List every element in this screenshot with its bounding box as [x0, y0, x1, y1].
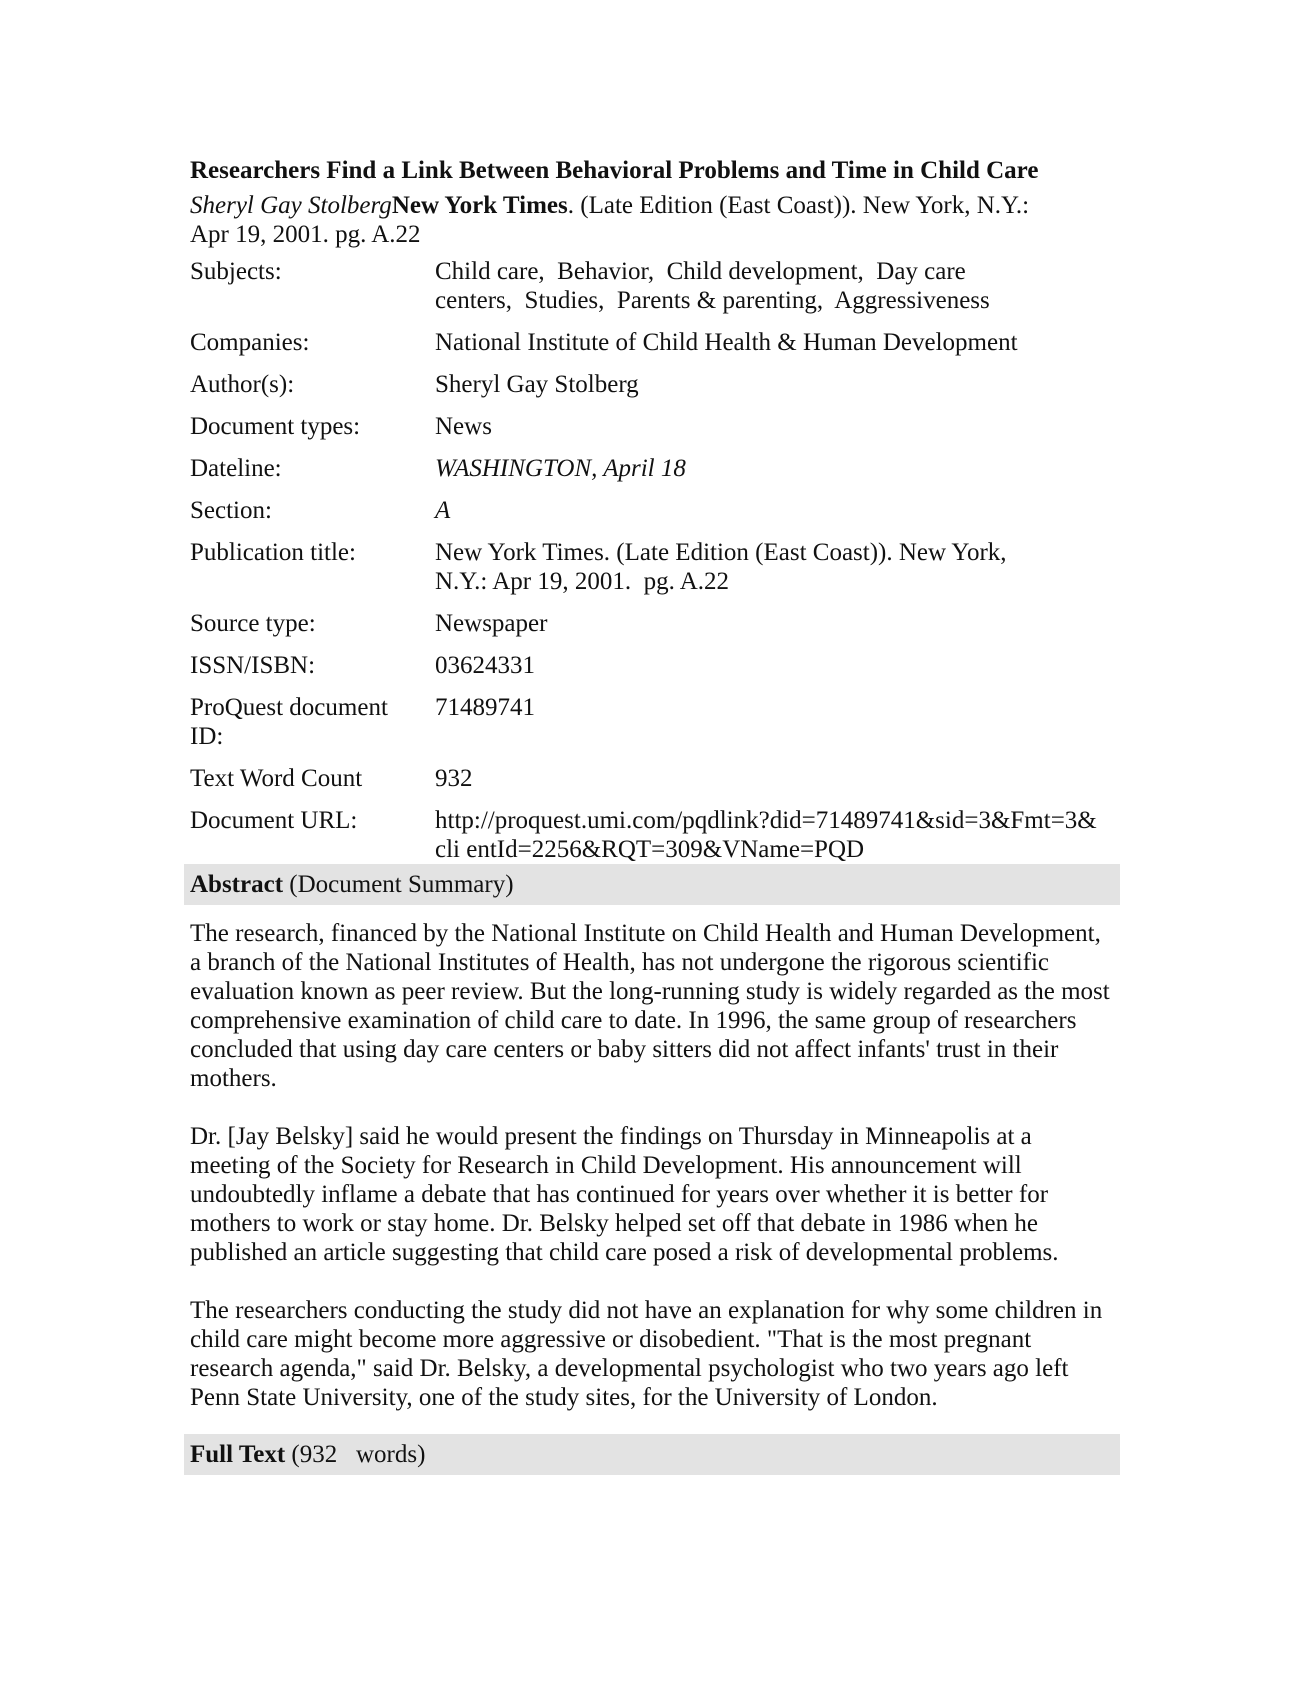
meta-label-source-type: Source type:	[190, 610, 316, 637]
meta-row-proquest-id	[190, 693, 1120, 751]
meta-value-dateline: WASHINGTON, April 18	[435, 455, 686, 482]
abstract-body	[190, 919, 1120, 1412]
meta-value-publication-title: New York Times. (Late Edition (East Coast)). New York, N.Y.: Apr 19, 2001. pg. A.22	[435, 539, 1013, 595]
abstract-subheading: (Document Summary)	[283, 871, 514, 898]
full-text-heading: Full Text	[190, 1441, 286, 1468]
meta-label-url: Document URL:	[190, 807, 358, 834]
citation-publication: New York Times	[391, 192, 568, 219]
full-text-subheading: (932 words)	[285, 1441, 426, 1468]
meta-row-dateline	[190, 454, 1120, 483]
abstract-paragraph: The researchers conducting the study did not have an explanation for why some children in child care might become more aggressive or disobedient. "That is the most pregnant research agenda," said Dr. Belsky, a developmental psychologist who two years ago left Penn State University, one of the study sites, for the University of London.	[190, 1297, 1103, 1411]
meta-value-word-count: 932	[435, 765, 473, 792]
citation-details: . (Late Edition (East Coast)). New York, N.Y.: Apr 19, 2001. pg. A.22	[190, 192, 1030, 248]
meta-row-companies	[190, 328, 1120, 357]
abstract-header	[184, 864, 1120, 905]
article-title: Researchers Find a Link Between Behavioral Problems and Time in Child Care	[190, 157, 1039, 184]
meta-row-authors	[190, 370, 1120, 399]
abstract-paragraph: The research, financed by the National Institute on Child Health and Human Development, a branch of the National Institutes of Health, has not undergone the rigorous scientific evaluation known as peer review. But the long-running study is widely regarded as the most comprehensive examination of child care to date. In 1996, the same group of researchers concluded that using day care centers or baby sitters did not affect infants' trust in their mothers.	[190, 920, 1110, 1092]
meta-label-document-types: Document types:	[190, 413, 361, 440]
meta-row-document-types	[190, 412, 1120, 441]
abstract-paragraph: Dr. [Jay Belsky] said he would present the findings on Thursday in Minneapolis at a meeting of the Society for Research in Child Development. His announcement will undoubtedly inflame a debate that has continued for years over whether it is better for mothers to work or stay home. Dr. Belsky helped set off that debate in 1986 when he published an article suggesting that child care posed a risk of developmental problems.	[190, 1123, 1059, 1266]
meta-value-companies: National Institute of Child Health & Human Development	[435, 329, 1018, 356]
meta-label-section: Section:	[190, 497, 272, 524]
citation-line	[190, 191, 1030, 249]
meta-value-subjects: Child care, Behavior, Child development, Day care centers, Studies, Parents & parenting, Aggressiveness	[435, 258, 990, 314]
metadata-table	[190, 257, 1120, 864]
meta-row-url	[190, 806, 1120, 864]
meta-label-publication-title: Publication title:	[190, 539, 356, 566]
meta-label-proquest-id: ProQuest document ID:	[190, 694, 388, 750]
meta-row-source-type	[190, 609, 1120, 638]
meta-value-proquest-id: 71489741	[435, 694, 535, 721]
full-text-header	[184, 1434, 1120, 1475]
meta-row-publication-title	[190, 538, 1120, 596]
meta-row-subjects	[190, 257, 1120, 315]
meta-value-source-type: Newspaper	[435, 610, 548, 637]
abstract-heading: Abstract	[190, 871, 284, 898]
meta-row-section	[190, 496, 1120, 525]
meta-label-companies: Companies:	[190, 329, 310, 356]
meta-label-word-count: Text Word Count	[190, 765, 363, 792]
meta-value-document-types: News	[435, 413, 492, 440]
article-record	[190, 155, 1120, 1475]
meta-label-issn: ISSN/ISBN:	[190, 652, 316, 679]
meta-label-authors: Author(s):	[190, 371, 295, 398]
meta-row-word-count	[190, 764, 1120, 793]
citation-author: Sheryl Gay Stolberg	[190, 192, 392, 219]
meta-value-section: A	[435, 497, 451, 524]
meta-row-issn	[190, 651, 1120, 680]
meta-value-issn: 03624331	[435, 652, 535, 679]
meta-label-dateline: Dateline:	[190, 455, 282, 482]
meta-value-authors: Sheryl Gay Stolberg	[435, 371, 639, 398]
meta-label-subjects: Subjects:	[190, 258, 282, 285]
document-url-link[interactable]: http://proquest.umi.com/pqdlink?did=71489741&sid=3&Fmt=3&cli entId=2256&RQT=309&VName=PQD	[435, 807, 1097, 863]
